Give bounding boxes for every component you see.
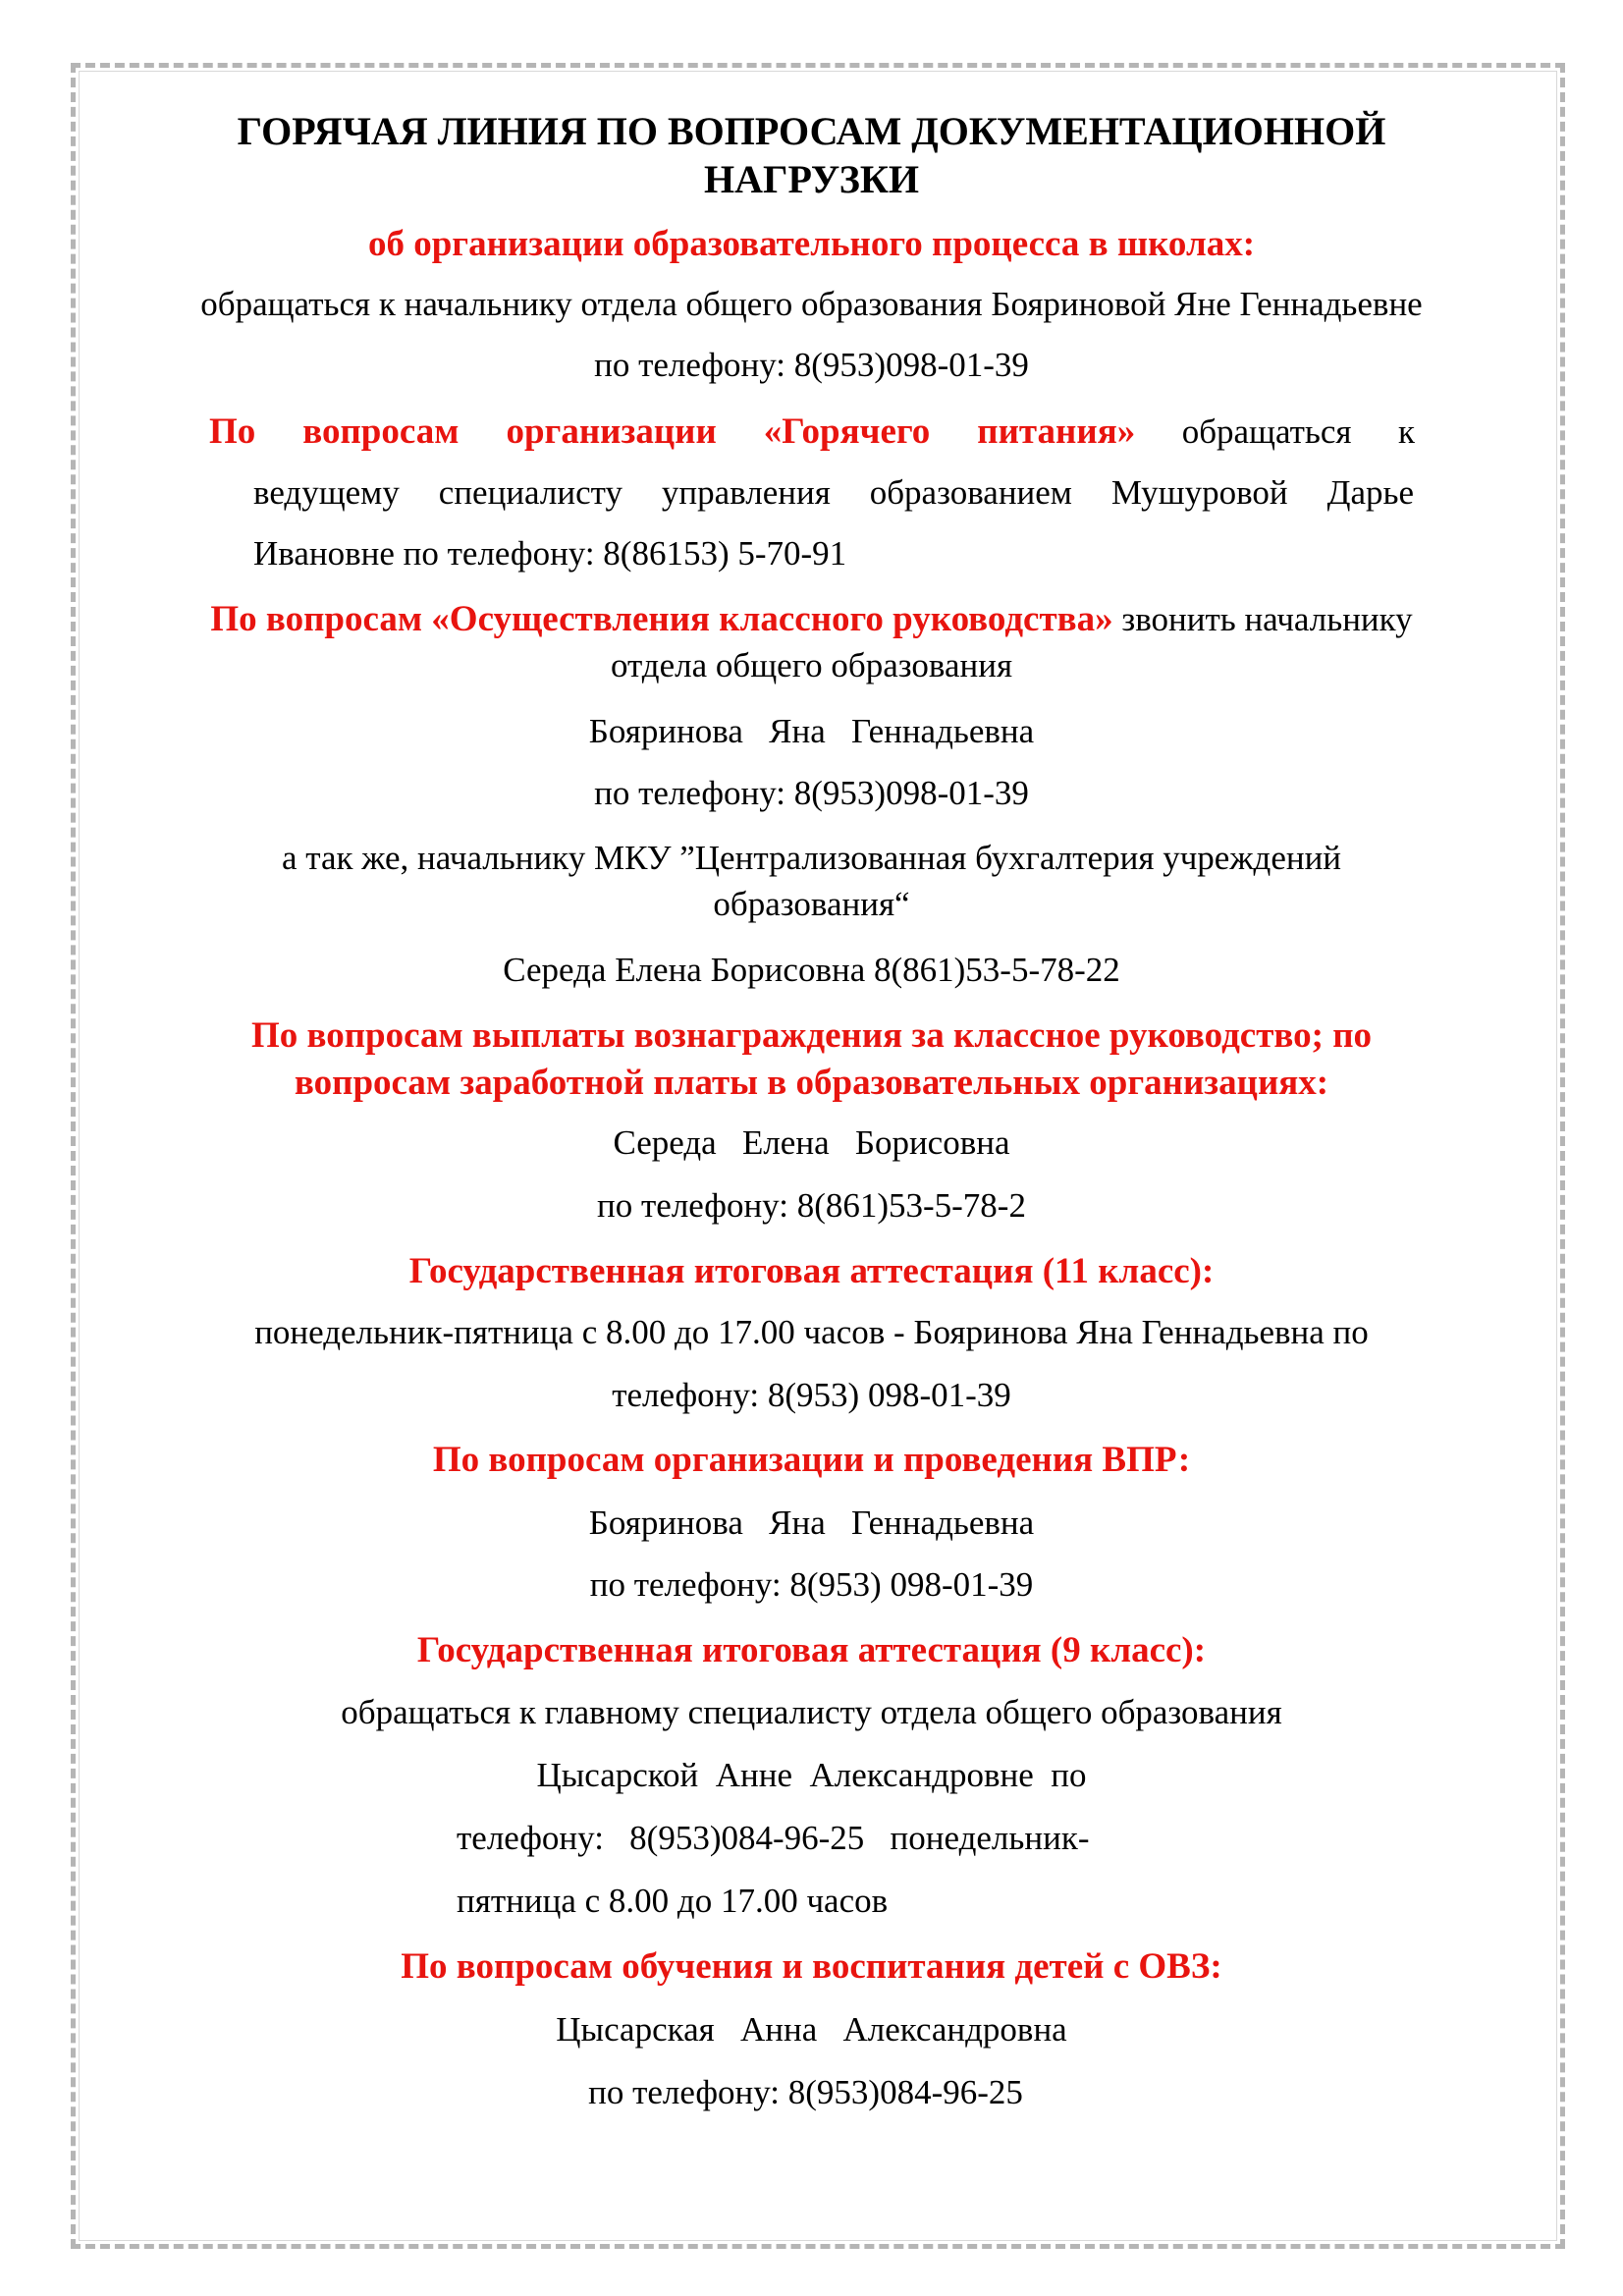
vpr-name: Бояринова Яна Геннадьевна (588, 1503, 1035, 1542)
gia9-line-4: пятница с 8.00 до 17.00 часов (457, 1882, 889, 1920)
salary-phone: по телефону: 8(861)53-5-78-2 (597, 1186, 1026, 1225)
page-title-line-1: ГОРЯЧАЯ ЛИНИЯ ПО ВОПРОСАМ ДОКУМЕНТАЦИОННОЙ (237, 109, 1386, 153)
class-management-phone: по телефону: 8(953)098-01-39 (594, 774, 1029, 812)
hot-meals-line-1 (209, 413, 1415, 450)
page-title-line-2: НАГРУЗКИ (704, 157, 919, 201)
gia9-line-2: Цысарской Анне Александровне по (536, 1756, 1087, 1794)
ovz-phone-text: по телефону: 8(953)084-96-25 (588, 2073, 1023, 2111)
gia9-heading: Государственная итоговая аттестация (9 класс): (416, 1630, 1207, 1670)
hot-meals-line-3: Ивановне по телефону: 8(86153) 5-70-91 (253, 534, 847, 573)
class-management-line-2: отдела общего образования (610, 646, 1013, 684)
salary-heading-2: вопросам заработной платы в образовательных организациях: (294, 1063, 1329, 1103)
class-management-line-5: а так же, начальнику МКУ ”Централизованная бухгалтерия учреждений (281, 839, 1342, 877)
class-management-line-7: Середа Елена Борисовна 8(861)53-5-78-22 (503, 951, 1120, 989)
hot-meals-text: обращаться к (1181, 412, 1415, 451)
gia9-line-3: телефону: 8(953)084-96-25 понедельник- (457, 1819, 1090, 1857)
ovz-name: Цысарская Анна Александровна (556, 2010, 1067, 2049)
school-process-contact: обращаться к начальнику отдела общего образования Бояриновой Яне Геннадьевне (200, 285, 1423, 323)
gia11-line-2: телефону: 8(953) 098-01-39 (612, 1376, 1011, 1414)
ovz-heading: По вопросам обучения и воспитания детей с ОВЗ: (401, 1946, 1222, 1987)
class-management-text: звонить начальнику (1121, 600, 1413, 638)
gia11-line-1: понедельник-пятница с 8.00 до 17.00 часов - Бояринова Яна Геннадьевна по (254, 1313, 1369, 1351)
school-process-heading: об организации образовательного процесса в школах: (367, 224, 1256, 264)
class-management-line-6: образования“ (713, 885, 910, 923)
salary-heading-1: По вопросам выплаты вознаграждения за классное руководство; по (250, 1015, 1373, 1056)
class-management-name: Бояринова Яна Геннадьевна (588, 712, 1035, 750)
gia11-heading: Государственная итоговая аттестация (11 класс): (408, 1251, 1215, 1291)
salary-name: Середа Елена Борисовна (613, 1123, 1010, 1162)
hot-meals-heading: По вопросам организации «Горячего питания» (209, 411, 1136, 452)
vpr-phone: по телефону: 8(953) 098-01-39 (589, 1565, 1034, 1604)
vpr-heading: По вопросам организации и проведения ВПР: (432, 1440, 1191, 1480)
class-management-heading: По вопросам «Осуществления классного руководства» (210, 599, 1113, 639)
hot-meals-line-2: ведущему специалисту управления образованием Мушуровой Дарье (253, 473, 1414, 512)
ovz-phone (0, 2075, 1623, 2109)
class-management-line-1 (0, 601, 1623, 637)
gia9-line-1: обращаться к главному специалисту отдела общего образования (341, 1693, 1282, 1731)
school-process-phone: по телефону: 8(953)098-01-39 (594, 346, 1029, 384)
